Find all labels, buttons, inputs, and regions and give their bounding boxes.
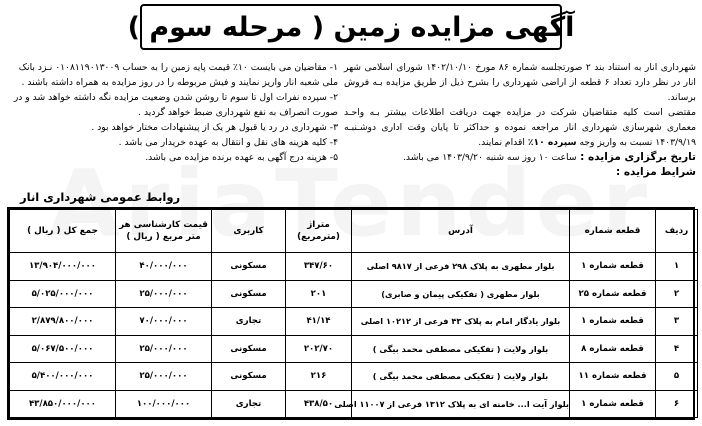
col-header-parcel: قطعه شماره — [570, 210, 656, 253]
cell-parcel: قطعه شماره ۸ — [570, 335, 656, 363]
intro-column — [344, 60, 696, 180]
page-title: آگهی مزایده زمین ( مرحله سوم ) — [127, 11, 575, 43]
cell-parcel: قطعه شماره ۱ — [570, 390, 656, 418]
cell-usage: تجاری — [212, 308, 286, 336]
col-header-area: متراژ (مترمربع) — [286, 210, 352, 253]
cell-row: ۱ — [656, 253, 698, 281]
cell-area: ۴۳۸/۵۰ — [286, 390, 352, 418]
cell-address: بلوار ولایت ( تفکیکی مصطفی محمد بیگی ) — [352, 335, 570, 363]
condition-item: ۴- کلیه هزینه های نقل و انتقال به عهده خریدار می باشد . — [118, 137, 338, 148]
cell-parcel: قطعه شماره ۱۱ — [570, 363, 656, 391]
cell-address: بلوار مطهری ( تفکیکی پیمان و صابری) — [352, 280, 570, 308]
condition-item: ۳- شهرداری در رد یا قبول هر یک از پیشنهادات مختار خواهد بود . — [91, 122, 338, 133]
cell-parcel: قطعه شماره ۱ — [570, 253, 656, 281]
cell-address: بلوار ولایت ( تفکیکی مصطفی محمد بیگی ) — [352, 363, 570, 391]
table-row — [10, 335, 698, 363]
intro-paragraph: شهرداری انار به استناد بند ۲ صورتجلسه شماره ۸۶ مورخ ۱۴۰۲/۱۰/۱۰ شورای اسلامی شهر انار در نظر دارد تعداد ۶ قطعه از اراضی شهرداری را بشرح ذیل از طریق مزایده بـه فروش برساند. — [344, 62, 696, 103]
cell-price: ۲۵/۰۰۰/۰۰۰ — [116, 363, 212, 391]
deposit-text-b: اقدام نمایند. — [478, 137, 525, 148]
cell-area: ۲۱۶ — [286, 363, 352, 391]
cell-area: ۲۰۲/۷۰ — [286, 335, 352, 363]
col-header-row: ردیف — [656, 210, 698, 253]
auction-date — [344, 150, 696, 165]
col-header-total: جمع کل ( ریال ) — [10, 210, 116, 253]
cell-price: ۲۵/۰۰۰/۰۰۰ — [116, 280, 212, 308]
cell-row: ۳ — [656, 308, 698, 336]
condition-item: ۲- سپرده نفرات اول تا سوم تا روشن شدن وضعیت مزایده نگه داشته خواهد شد و در صورت انصراف به نفع شهرداری ضبط خواهد گردید . — [13, 92, 338, 118]
cell-address: بلوار آیت ا... خامنه ای به پلاک ۱۳۱۲ فرعی از ۱۱۰۰۷ اصلی — [352, 390, 570, 418]
cell-address: بلوار یادگار امام به پلاک ۴۳ فرعی از ۱۰۲۱۲ اصلی — [352, 308, 570, 336]
cell-row: ۲ — [656, 280, 698, 308]
auction-date-label: تاریخ برگزاری مزایده : — [580, 151, 696, 163]
conditions-label: شرایط مزایده : — [616, 166, 696, 178]
cell-price: ۷۰/۰۰۰/۰۰۰ — [116, 308, 212, 336]
cell-usage: مسکونی — [212, 363, 286, 391]
cell-row: ۶ — [656, 390, 698, 418]
table-row — [10, 253, 698, 281]
cell-usage: مسکونی — [212, 280, 286, 308]
cell-parcel: قطعه شماره ۲۵ — [570, 280, 656, 308]
cell-address: بلوار مطهری به پلاک ۲۹۸ فرعی از ۹۸۱۷ اصلی — [352, 253, 570, 281]
col-header-price: قیمت کارشناسی هر متر مربع ( ریال ) — [116, 210, 212, 253]
condition-item: ۵- هزینه درج آگهی به عهده برنده مزایده می باشد. — [145, 152, 338, 163]
cell-usage: مسکونی — [212, 253, 286, 281]
deposit-amount: سپرده ۱۰٪ — [527, 137, 577, 148]
auction-date-value: ساعت ۱۰ روز سه شنبه ۱۴۰۳/۹/۲۰ می باشد. — [402, 152, 577, 163]
parcels-table — [9, 209, 698, 418]
cell-price: ۴۰/۰۰۰/۰۰۰ — [116, 253, 212, 281]
cell-area: ۴۱/۱۴ — [286, 308, 352, 336]
table-row — [10, 308, 698, 336]
deposit-text-a: مقتضی است کلیه متقاضیان شرکت در مزایده جهت دریافت اطلاعات بیشتر بـه واحـد معماری شهرسازی شهرداری انار مراجعه نموده و حداکثر تا پایان وقت اداری دوشـنبـه ۱۴۰۳/۹/۱۹ نسبت به واریز وجه — [344, 107, 696, 148]
table-row — [10, 363, 698, 391]
cell-usage: مسکونی — [212, 335, 286, 363]
cell-total: ۲/۸۷۹/۸۰۰/۰۰۰ — [10, 308, 116, 336]
cell-total: ۴۳/۸۵۰/۰۰۰/۰۰۰ — [10, 390, 116, 418]
title-box — [127, 4, 575, 50]
col-header-usage: کاربری — [212, 210, 286, 253]
cell-total: ۵/۰۲۵/۰۰۰/۰۰۰ — [10, 280, 116, 308]
conditions-column — [6, 60, 338, 165]
cell-area: ۳۴۷/۶۰ — [286, 253, 352, 281]
cell-price: ۲۵/۰۰۰/۰۰۰ — [116, 335, 212, 363]
cell-usage: تجاری — [212, 390, 286, 418]
cell-total: ۵/۰۶۷/۵۰۰/۰۰۰ — [10, 335, 116, 363]
cell-parcel: قطعه شماره ۱ — [570, 308, 656, 336]
condition-item: ۱- مقاضیان می بایست ۱۰٪ قیمت پایه زمین را به حساب ۰۱۰۸۱۱۹۰۱۳۰۰۹ نـزد بانک ملی شعبه انار واریز نمایند و فیش مربوطه را در روز مزایده به همراه داشته باشند . — [18, 62, 338, 88]
table-row — [10, 280, 698, 308]
cell-row: ۵ — [656, 363, 698, 391]
table-row — [10, 390, 698, 418]
deposit-paragraph — [344, 105, 696, 150]
parcels-table-wrapper — [7, 207, 695, 420]
cell-total: ۵/۴۰۰/۰۰۰/۰۰۰ — [10, 363, 116, 391]
issuer: روابط عمومی شهرداری انار — [20, 190, 181, 204]
cell-total: ۱۳/۹۰۴/۰۰۰/۰۰۰ — [10, 253, 116, 281]
table-header-row — [10, 210, 698, 253]
col-header-address: آدرس — [352, 210, 570, 253]
cell-area: ۲۰۱ — [286, 280, 352, 308]
cell-price: ۱۰۰/۰۰۰/۰۰۰ — [116, 390, 212, 418]
cell-row: ۴ — [656, 335, 698, 363]
